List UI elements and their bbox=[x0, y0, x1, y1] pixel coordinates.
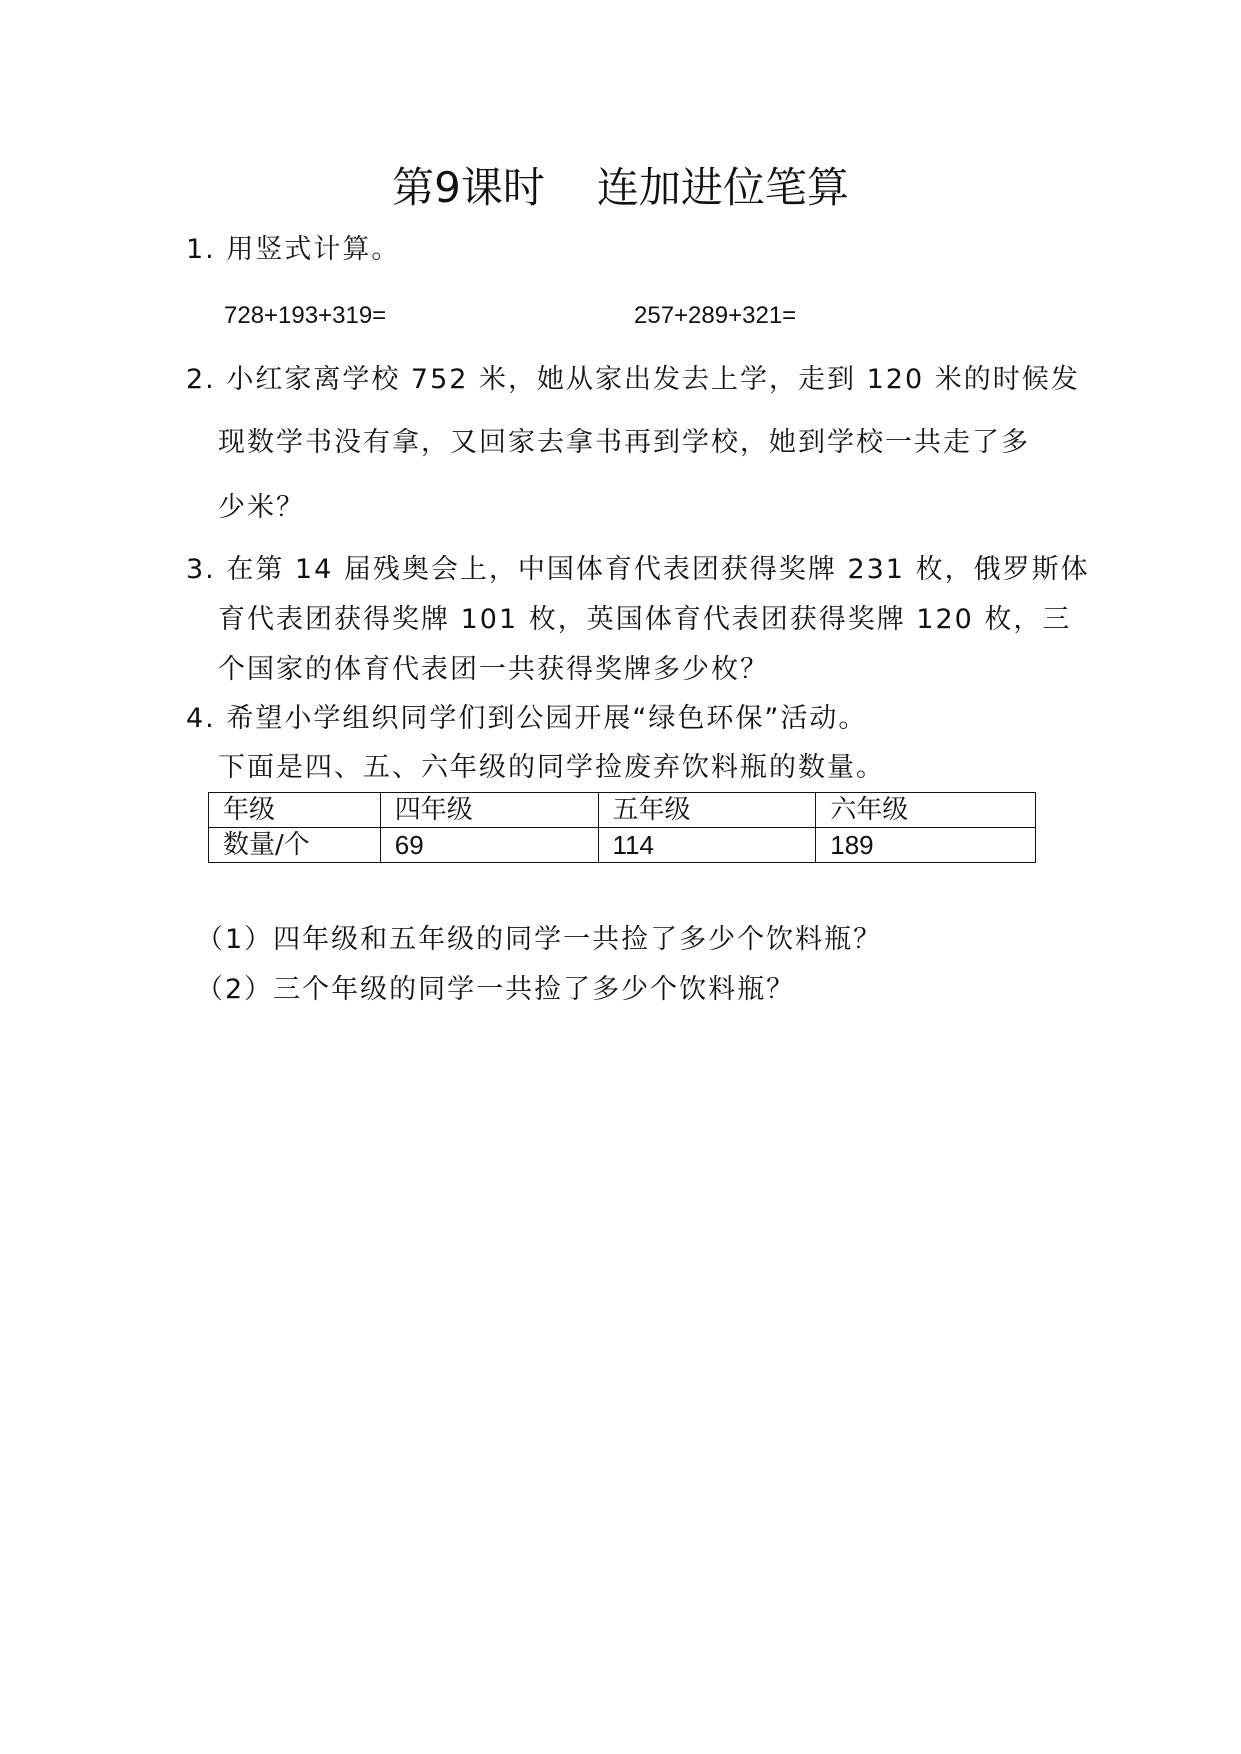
expression-2: 257+289+321= bbox=[634, 302, 797, 329]
question-1: 1. 用竖式计算。 bbox=[186, 234, 401, 265]
question-3-line-2: 育代表团获得奖牌 101 枚，英国体育代表团获得奖牌 120 枚，三 bbox=[218, 604, 1072, 635]
table-cell: 114 bbox=[598, 828, 816, 863]
table-cell: 69 bbox=[380, 828, 598, 863]
table-cell: 数量/个 bbox=[209, 828, 381, 863]
bottle-count-table bbox=[208, 792, 1036, 863]
table-header-cell: 五年级 bbox=[598, 793, 816, 828]
table-header-cell: 四年级 bbox=[380, 793, 598, 828]
question-3-line-1: 3. 在第 14 届残奥会上，中国体育代表团获得奖牌 231 枚，俄罗斯体 bbox=[186, 554, 1090, 585]
question-4-line-2: 下面是四、五、六年级的同学捡废弃饮料瓶的数量。 bbox=[218, 752, 885, 783]
question-2-line-1: 2. 小红家离学校 752 米，她从家出发去上学，走到 120 米的时候发 bbox=[186, 364, 1080, 395]
table-header-cell: 六年级 bbox=[816, 793, 1036, 828]
question-2-line-2: 现数学书没有拿，又回家去拿书再到学校，她到学校一共走了多 bbox=[218, 427, 1030, 458]
page-title bbox=[0, 160, 1241, 216]
expression-1: 728+193+319= bbox=[224, 302, 387, 329]
question-4-sub-1: （1）四年级和五年级的同学一共捡了多少个饮料瓶？ bbox=[196, 924, 883, 955]
table-header-cell: 年级 bbox=[209, 793, 381, 828]
lesson-topic: 连加进位笔算 bbox=[596, 163, 849, 212]
lesson-number: 第9课时 bbox=[392, 163, 545, 212]
table-row bbox=[209, 828, 1036, 863]
question-2-line-3: 少米？ bbox=[218, 492, 305, 523]
question-3-line-3: 个国家的体育代表团一共获得奖牌多少枚？ bbox=[218, 654, 769, 685]
question-4-line-1: 4. 希望小学组织同学们到公园开展“绿色环保”活动。 bbox=[186, 703, 868, 734]
table-cell: 189 bbox=[816, 828, 1036, 863]
question-4-sub-2: （2）三个年级的同学一共捡了多少个饮料瓶？ bbox=[196, 974, 796, 1005]
table-header-row bbox=[209, 793, 1036, 828]
